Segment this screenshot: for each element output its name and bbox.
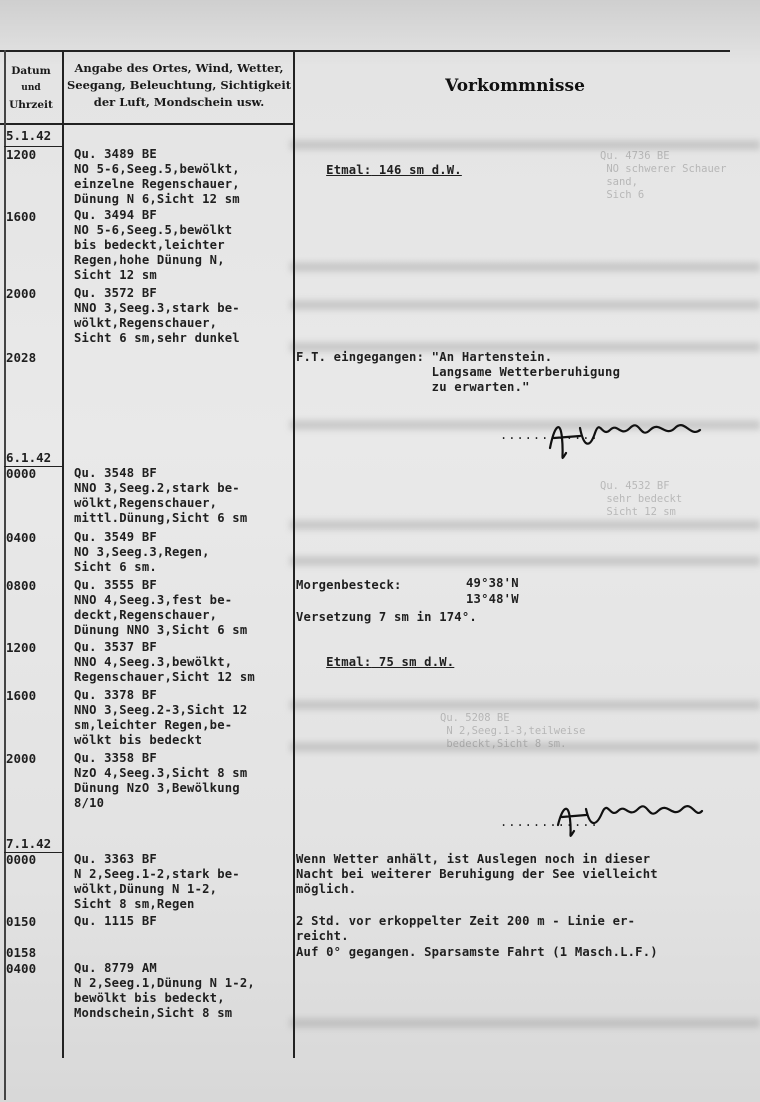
time-label: 0400 [6, 530, 37, 545]
event-etmal [296, 148, 462, 193]
event-set-drift: Versetzung 7 sm in 174°. [296, 610, 477, 624]
header-info-line: Angabe des Ortes, Wind, Wetter, [74, 61, 284, 75]
weather-entry: Qu. 3537 BF NNO 4,Seeg.3,bewölkt, Regenschauer,Sicht 12 sm [74, 640, 255, 684]
header-date-line: und [21, 83, 41, 93]
date-label: 6.1.42 [6, 450, 52, 465]
time-label: 2000 [6, 751, 37, 766]
time-label: 0158 [6, 945, 37, 960]
event-line-reached: 2 Std. vor erkoppelter Zeit 200 m - Linie er- reicht. [296, 914, 636, 943]
weather-entry: Qu. 3549 BF NO 3,Seeg.3,Regen, Sicht 6 sm. [74, 530, 210, 574]
header-info-line: der Luft, Mondschein usw. [93, 95, 265, 109]
bleed-through-text: Qu. 4532 BF sehr bedeckt Sicht 12 sm [600, 480, 683, 518]
event-etmal [296, 640, 454, 685]
time-label: 0150 [6, 914, 37, 929]
time-label: 1600 [6, 688, 37, 703]
time-label: 2000 [6, 286, 37, 301]
weather-entry: Qu. 3363 BF N 2,Seeg.1-2,stark be- wölkt,Dünung N 1-2, Sicht 8 sm,Regen [74, 852, 240, 911]
event-weather-plan: Wenn Wetter anhält, ist Auslegen noch in dieser Nacht bei weiterer Beruhigung der See vielleicht möglich. [296, 852, 658, 896]
event-radio-message: F.T. eingegangen: "An Hartenstein. Langsame Wetterberuhigung zu erwarten." [296, 350, 621, 394]
time-label: 1600 [6, 209, 37, 224]
header-info-line: Seegang, Beleuchtung, Sichtigkeit [66, 78, 292, 92]
date-label: 7.1.42 [6, 836, 52, 851]
weather-entry: Qu. 3494 BF NO 5-6,Seeg.5,bewölkt bis bedeckt,leichter Regen,hohe Dünung N, Sicht 12 sm [74, 208, 233, 282]
weather-entry: Qu. 3572 BF NNO 3,Seeg.3,stark be- wölkt,Regenschauer, Sicht 6 sm,sehr dunkel [74, 286, 240, 345]
weather-entry: Qu. 3378 BF NNO 3,Seeg.2-3,Sicht 12 sm,leichter Regen,be- wölkt bis bedeckt [74, 688, 248, 747]
time-label: 1200 [6, 147, 37, 162]
signature-hartenstein [540, 408, 710, 468]
signature-dots: ............ [500, 428, 599, 442]
position-lat: 49°38'N [466, 576, 519, 590]
header-info [64, 60, 294, 111]
weather-entry: Qu. 3358 BF NzO 4,Seeg.3,Sicht 8 sm Dünung NzO 3,Bewölkung 8/10 [74, 751, 248, 810]
weather-entry: Qu. 8779 AM N 2,Seeg.1,Dünung N 1-2, bewölkt bis bedeckt, Mondschein,Sicht 8 sm [74, 961, 255, 1020]
weather-entry: Qu. 3555 BF NNO 4,Seeg.3,fest be- deckt,Regenschauer, Dünung NNO 3,Sicht 6 sm [74, 578, 248, 637]
time-label: 0000 [6, 466, 37, 481]
time-label: 2028 [6, 350, 37, 365]
header-date-line: Datum [11, 65, 51, 77]
etmal-value: 146 sm d.W. [371, 163, 462, 177]
etmal-label: Etmal: [326, 655, 372, 669]
signature-hartenstein [550, 795, 710, 845]
etmal-label: Etmal: [326, 163, 372, 177]
left-edge [4, 50, 6, 1100]
signature-dots: ............ [500, 815, 599, 829]
time-label: 0400 [6, 961, 37, 976]
time-label: 1200 [6, 640, 37, 655]
position-lon: 13°48'W [466, 592, 519, 606]
bleed-through-text: Qu. 5208 BE N 2,Seeg.1-3,teilweise bedeckt,Sicht 8 sm. [440, 712, 586, 750]
header-date [0, 63, 62, 114]
bleed-through-text: Qu. 4736 BE NO schwerer Schauer sand, Sich 6 [600, 150, 727, 201]
time-label: 0000 [6, 852, 37, 867]
date-label: 5.1.42 [6, 128, 52, 143]
weather-entry: Qu. 1115 BF [74, 914, 157, 928]
event-course-change: Auf 0° gegangen. Sparsamste Fahrt (1 Masch.L.F.) [296, 945, 658, 959]
top-border [0, 50, 730, 52]
header-bottom-border [0, 123, 295, 125]
info-column-divider [293, 50, 295, 1058]
event-morgenbesteck: Morgenbesteck: [296, 578, 402, 592]
weather-entry: Qu. 3548 BF NNO 3,Seeg.2,stark be- wölkt,Regenschauer, mittl.Dünung,Sicht 6 sm [74, 466, 248, 525]
header-date-line: Uhrzeit [9, 99, 53, 111]
date-column-divider [62, 50, 64, 1058]
etmal-value: 75 sm d.W. [371, 655, 455, 669]
time-label: 0800 [6, 578, 37, 593]
header-events: Vorkommnisse [445, 76, 585, 96]
weather-entry: Qu. 3489 BE NO 5-6,Seeg.5,bewölkt, einzelne Regenschauer, Dünung N 6,Sicht 12 sm [74, 147, 240, 206]
